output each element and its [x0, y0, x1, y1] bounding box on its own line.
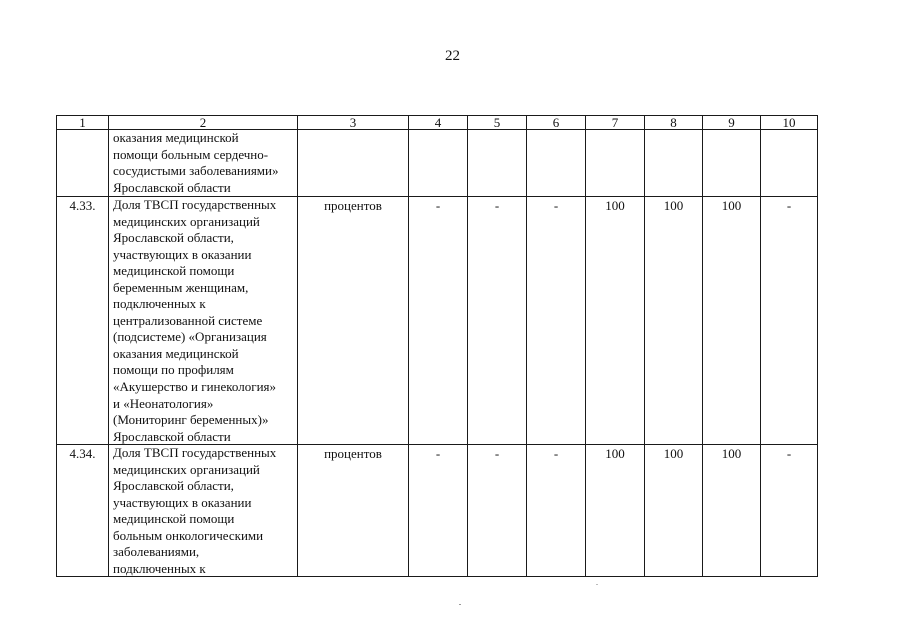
header-cell: 7 — [585, 115, 645, 130]
header-cell: 2 — [108, 115, 298, 130]
table-cell: 100 — [585, 196, 645, 445]
table-cell: - — [467, 196, 527, 445]
table-cell — [760, 129, 818, 197]
scan-speck — [596, 584, 598, 585]
table-row-number: 4.34. — [56, 444, 109, 577]
table-cell: - — [760, 196, 818, 445]
header-cell: 1 — [56, 115, 109, 130]
scan-speck — [459, 604, 461, 605]
table-cell — [702, 129, 761, 197]
header-cell: 5 — [467, 115, 527, 130]
header-cell: 3 — [297, 115, 409, 130]
table-cell — [467, 129, 527, 197]
table-row-unit — [297, 129, 409, 197]
table-cell: 100 — [702, 196, 761, 445]
table-cell: - — [408, 444, 468, 577]
table-cell — [526, 129, 586, 197]
table-cell — [644, 129, 703, 197]
table-row-number — [56, 129, 109, 197]
table-row-unit: процентов — [297, 444, 409, 577]
table-row-unit: процентов — [297, 196, 409, 445]
table-cell — [408, 129, 468, 197]
table-cell: - — [467, 444, 527, 577]
header-cell: 6 — [526, 115, 586, 130]
table-cell: 100 — [585, 444, 645, 577]
table-row-description: Доля ТВСП государственных медицинских организаций Ярославской области, участвующих в оказании медицинской помощи беременным женщинам, подключенных к централизованной системе (подсистеме) «Организация оказания медицинской помощи по профилям «Акушерство и гинекология» и «Неонатология» (Мониторинг беременных)» Ярославской области — [108, 196, 298, 445]
header-cell: 10 — [760, 115, 818, 130]
table-cell: 100 — [644, 444, 703, 577]
table-row-description: Доля ТВСП государственных медицинских организаций Ярославской области, участвующих в оказании медицинской помощи больным онкологическими заболеваниями, подключенных к — [108, 444, 298, 577]
header-cell: 9 — [702, 115, 761, 130]
header-cell: 8 — [644, 115, 703, 130]
table-cell: - — [760, 444, 818, 577]
table-cell: - — [526, 444, 586, 577]
page-number: 22 — [445, 48, 460, 64]
table-cell: 100 — [702, 444, 761, 577]
table-cell: - — [526, 196, 586, 445]
table-cell: 100 — [644, 196, 703, 445]
table-row-number: 4.33. — [56, 196, 109, 445]
table-row-description: оказания медицинской помощи больным сердечно- сосудистыми заболеваниями» Ярославской области — [108, 129, 298, 197]
table-cell: - — [408, 196, 468, 445]
header-cell: 4 — [408, 115, 468, 130]
table-cell — [585, 129, 645, 197]
